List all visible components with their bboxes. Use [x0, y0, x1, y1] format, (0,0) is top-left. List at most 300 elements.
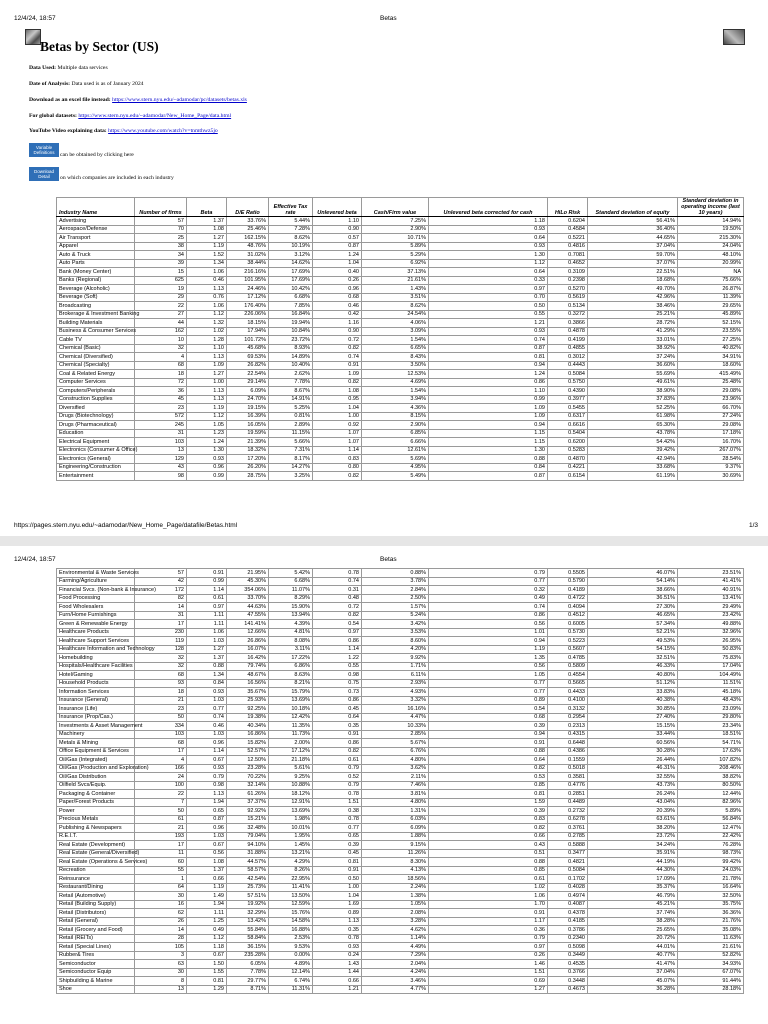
value-cell: 129 — [135, 455, 187, 464]
value-cell: 1.98% — [269, 815, 313, 824]
value-cell: 0.82 — [313, 344, 362, 353]
youtube-link[interactable]: https://www.youtube.com/watch?v=tnmthwz5jo — [108, 128, 218, 134]
value-cell: 28.54% — [678, 455, 744, 464]
value-cell: 1.21 — [313, 985, 362, 994]
value-cell: 235.28% — [227, 951, 269, 960]
value-cell: 40.80% — [588, 671, 678, 680]
value-cell: 28.72% — [588, 319, 678, 328]
value-cell: 57 — [135, 569, 187, 578]
value-cell: 17.22% — [269, 654, 313, 663]
value-cell: 16.39% — [227, 412, 269, 421]
value-cell: 0.67 — [187, 756, 227, 765]
value-cell: 40.38% — [588, 696, 678, 705]
value-cell: 3.94% — [362, 395, 429, 404]
table-row — [57, 310, 744, 319]
value-cell: 0.75 — [313, 679, 362, 688]
value-cell: 572 — [135, 412, 187, 421]
value-cell: 0.3477 — [548, 849, 588, 858]
table-row — [57, 285, 744, 294]
value-cell: 4.95% — [362, 463, 429, 472]
download-detail-text: on which companies are included in each industry — [60, 175, 174, 181]
value-cell: 45.21% — [588, 900, 678, 909]
industry-name-cell: Aerospace/Defense — [57, 225, 135, 234]
value-cell: 17.04% — [678, 662, 744, 671]
value-cell: 51.12% — [588, 679, 678, 688]
col-effective-tax-rate: Effective Tax rate — [269, 198, 313, 217]
value-cell: 0.65 — [313, 832, 362, 841]
value-cell: 0.86 — [313, 696, 362, 705]
value-cell: 32.14% — [227, 781, 269, 790]
value-cell: 11.07% — [269, 586, 313, 595]
value-cell: 0.78 — [313, 934, 362, 943]
value-cell: 44.65% — [588, 234, 678, 243]
value-cell: 1.11 — [187, 620, 227, 629]
value-cell: 66.70% — [678, 404, 744, 413]
value-cell: 1 — [135, 875, 187, 884]
industry-name-cell: Chemical (Basic) — [57, 344, 135, 353]
value-cell: 6.76% — [362, 747, 429, 756]
value-cell: 61.98% — [588, 412, 678, 421]
value-cell: 0.96 — [187, 739, 227, 748]
value-cell: 6.09% — [227, 387, 269, 396]
value-cell: 46.33% — [588, 662, 678, 671]
value-cell: 50.83% — [678, 645, 744, 654]
value-cell: 37.24% — [588, 353, 678, 362]
value-cell: 58.84% — [227, 934, 269, 943]
value-cell: 15.82% — [227, 739, 269, 748]
value-cell: 0.54 — [313, 620, 362, 629]
value-cell: 43.78% — [588, 429, 678, 438]
value-cell: 104.49% — [678, 671, 744, 680]
value-cell: 12.59% — [269, 900, 313, 909]
value-cell: 1.32 — [187, 319, 227, 328]
table-row — [57, 327, 744, 336]
value-cell: 20.72% — [588, 934, 678, 943]
value-cell: 0.6448 — [548, 739, 588, 748]
value-cell: 8.93% — [269, 344, 313, 353]
value-cell: 45 — [135, 395, 187, 404]
value-cell: 15.90% — [269, 603, 313, 612]
industry-name-cell: Auto Parts — [57, 259, 135, 268]
value-cell: 8.29% — [269, 594, 313, 603]
industry-name-cell: Chemical (Specialty) — [57, 361, 135, 370]
col-hilo-risk: HiLo Risk — [548, 198, 588, 217]
value-cell: 0.4652 — [548, 259, 588, 268]
value-cell: 49.70% — [588, 285, 678, 294]
value-cell: 34 — [135, 251, 187, 260]
value-cell: 9.37% — [678, 463, 744, 472]
download-detail-button[interactable]: Download Detail — [29, 167, 59, 181]
value-cell: 37.07% — [588, 259, 678, 268]
value-cell: 49.88% — [678, 620, 744, 629]
value-cell: 0.4816 — [548, 242, 588, 251]
value-cell: 4 — [135, 353, 187, 362]
value-cell: 40.77% — [588, 951, 678, 960]
value-cell: 44.63% — [227, 603, 269, 612]
value-cell: 1.51 — [429, 968, 548, 977]
value-cell: 38.28% — [588, 917, 678, 926]
value-cell: 16 — [135, 900, 187, 909]
value-cell: 18 — [135, 370, 187, 379]
value-cell: 24.04% — [678, 242, 744, 251]
value-cell: 11 — [135, 849, 187, 858]
value-cell: 0.5221 — [548, 234, 588, 243]
value-cell: 0.87 — [187, 815, 227, 824]
value-cell: 0.2340 — [548, 934, 588, 943]
value-cell: 17.12% — [227, 293, 269, 302]
value-cell: 69.53% — [227, 353, 269, 362]
value-cell: 38.90% — [588, 387, 678, 396]
value-cell: 57.51% — [227, 892, 269, 901]
industry-name-cell: Office Equipment & Services — [57, 747, 135, 756]
value-cell: 25.46% — [227, 225, 269, 234]
value-cell: 27.25% — [678, 336, 744, 345]
variable-definitions-button[interactable]: Variable Definitions — [29, 143, 59, 157]
industry-name-cell: Electronics (Consumer & Office) — [57, 446, 135, 455]
value-cell: 8.15% — [362, 412, 429, 421]
value-cell: 1.14 — [313, 446, 362, 455]
industry-name-cell: Insurance (Prop/Cas.) — [57, 713, 135, 722]
value-cell: 18.32% — [227, 446, 269, 455]
value-cell: 13 — [135, 446, 187, 455]
value-cell: 0.1559 — [548, 756, 588, 765]
value-cell: 0.84 — [429, 463, 548, 472]
value-cell: 0.5404 — [548, 429, 588, 438]
value-cell: 16.16% — [362, 705, 429, 714]
value-cell: 0.64 — [429, 756, 548, 765]
value-cell: 22.95% — [269, 875, 313, 884]
table-row — [57, 858, 744, 867]
value-cell: 46.07% — [588, 569, 678, 578]
value-cell: 1.51 — [313, 798, 362, 807]
value-cell: 32.96% — [678, 628, 744, 637]
value-cell: 1.06 — [429, 892, 548, 901]
value-cell: 17.63% — [678, 747, 744, 756]
value-cell: 0.88 — [429, 858, 548, 867]
value-cell: 92.25% — [227, 705, 269, 714]
value-cell: 0.48 — [313, 594, 362, 603]
value-cell: 41.47% — [588, 960, 678, 969]
value-cell: 22.42% — [678, 832, 744, 841]
value-cell: 2.53% — [269, 934, 313, 943]
value-cell: 42 — [135, 577, 187, 586]
value-cell: 1.52 — [187, 251, 227, 260]
value-cell: 1.22 — [313, 654, 362, 663]
value-cell: 0.76 — [187, 293, 227, 302]
value-cell: 0.83 — [313, 455, 362, 464]
value-cell: 0.66 — [429, 832, 548, 841]
industry-name-cell: Recreation — [57, 866, 135, 875]
value-cell: 36.28% — [588, 985, 678, 994]
value-cell: 0.6005 — [548, 620, 588, 629]
value-cell: 55 — [135, 866, 187, 875]
value-cell: 48.10% — [678, 251, 744, 260]
download-link[interactable]: https://www.stern.nyu.edu/~adamodar/pc/datasets/betas.xls — [112, 97, 247, 103]
industry-name-cell: Chemical (Diversified) — [57, 353, 135, 362]
value-cell: 14.89% — [269, 353, 313, 362]
table-row — [57, 217, 744, 226]
value-cell: 17.12% — [269, 747, 313, 756]
value-cell: 0.45 — [313, 849, 362, 858]
value-cell: 46.79% — [588, 892, 678, 901]
value-cell: 0.3272 — [548, 310, 588, 319]
table-row — [57, 251, 744, 260]
value-cell: 0.43 — [429, 841, 548, 850]
value-cell: 0.38 — [313, 807, 362, 816]
value-cell: 19 — [135, 285, 187, 294]
value-cell: 6.74% — [269, 977, 313, 986]
value-cell: 0.79 — [313, 781, 362, 790]
value-cell: 0.6154 — [548, 472, 588, 481]
table-row — [57, 361, 744, 370]
table-row — [57, 293, 744, 302]
value-cell: 0.5018 — [548, 764, 588, 773]
value-cell: 0.4189 — [548, 586, 588, 595]
value-cell: 47.55% — [227, 611, 269, 620]
value-cell: 18.60% — [678, 361, 744, 370]
value-cell: 0.82 — [429, 764, 548, 773]
value-cell: 0.4512 — [548, 611, 588, 620]
info-youtube: YouTube Video explaining data: https://www.youtube.com/watch?v=tnmthwz5jo — [29, 128, 218, 134]
industry-name-cell: Electronics (General) — [57, 455, 135, 464]
value-cell: 1.08 — [187, 858, 227, 867]
value-cell: 1.25 — [187, 917, 227, 926]
industry-name-cell: Furn/Home Furnishings — [57, 611, 135, 620]
value-cell: 21.76% — [678, 917, 744, 926]
value-cell: 57 — [135, 217, 187, 226]
value-cell: 0.5888 — [548, 841, 588, 850]
value-cell: 0.98 — [313, 671, 362, 680]
value-cell: 32.48% — [227, 824, 269, 833]
value-cell: 0.72 — [313, 603, 362, 612]
value-cell: 0.35 — [313, 926, 362, 935]
industry-name-cell: Semiconductor Equip — [57, 968, 135, 977]
value-cell: 0.61 — [313, 756, 362, 765]
table-row — [57, 875, 744, 884]
value-cell: 0.4433 — [548, 688, 588, 697]
value-cell: 3.25% — [269, 472, 313, 481]
value-cell: 68 — [135, 361, 187, 370]
print-footer-page: 1/3 — [749, 522, 759, 529]
value-cell: 26.24% — [588, 790, 678, 799]
industry-name-cell: Real Estate (General/Diversified) — [57, 849, 135, 858]
value-cell: 44.01% — [588, 943, 678, 952]
value-cell: 61 — [135, 815, 187, 824]
print-header-date-page2: 12/4/24, 18:57 — [14, 556, 56, 563]
value-cell: 0.4315 — [548, 730, 588, 739]
industry-name-cell: Oil/Gas (Production and Exploration) — [57, 764, 135, 773]
value-cell: 0.66 — [313, 977, 362, 986]
value-cell: 14 — [135, 926, 187, 935]
value-cell: 1.13 — [187, 387, 227, 396]
value-cell: 1.03 — [187, 832, 227, 841]
value-cell: 4 — [135, 756, 187, 765]
value-cell: 36.51% — [588, 594, 678, 603]
value-cell: 3.11% — [269, 645, 313, 654]
value-cell: 18 — [135, 688, 187, 697]
value-cell: 1.57% — [362, 603, 429, 612]
value-cell: 12.47% — [678, 824, 744, 833]
value-cell: 62 — [135, 909, 187, 918]
value-cell: 0.39 — [429, 807, 548, 816]
value-cell: 1.08 — [187, 225, 227, 234]
value-cell: 1.69 — [313, 900, 362, 909]
value-cell: 0.4785 — [548, 654, 588, 663]
value-cell: 43 — [135, 463, 187, 472]
value-cell: 36.60% — [588, 361, 678, 370]
value-cell: 1.18 — [429, 217, 548, 226]
industry-name-cell: Banks (Regional) — [57, 276, 135, 285]
value-cell: 0.3581 — [548, 773, 588, 782]
global-link[interactable]: https://www.stern.nyu.edu/~adamodar/New_Home_Page/data.html — [78, 113, 232, 119]
industry-name-cell: Farming/Agriculture — [57, 577, 135, 586]
value-cell: 0.2398 — [548, 276, 588, 285]
value-cell: 1.17 — [429, 917, 548, 926]
value-cell: 0.4185 — [548, 917, 588, 926]
value-cell: 0.91 — [313, 361, 362, 370]
value-cell: 0.78 — [313, 569, 362, 578]
table-row — [57, 603, 744, 612]
industry-name-cell: Restaurant/Dining — [57, 883, 135, 892]
value-cell: 19.59% — [227, 429, 269, 438]
value-cell: 0.68 — [313, 293, 362, 302]
value-cell: 35.67% — [227, 688, 269, 697]
value-cell: 93 — [135, 679, 187, 688]
value-cell: 0.86 — [429, 611, 548, 620]
value-cell: 41.29% — [588, 327, 678, 336]
value-cell: 0.94 — [429, 730, 548, 739]
industry-name-cell: Machinery — [57, 730, 135, 739]
value-cell: 23.51% — [678, 569, 744, 578]
value-cell: 40.91% — [678, 586, 744, 595]
value-cell: 1.07 — [313, 438, 362, 447]
value-cell: 0.86 — [313, 739, 362, 748]
value-cell: 166 — [135, 764, 187, 773]
value-cell: 44.57% — [227, 858, 269, 867]
value-cell: 2.24% — [362, 883, 429, 892]
value-cell: 0.46 — [313, 302, 362, 311]
value-cell: 1.05% — [362, 900, 429, 909]
value-cell: 1.14 — [187, 747, 227, 756]
value-cell: 29.65% — [678, 302, 744, 311]
value-cell: 29 — [135, 293, 187, 302]
table-row — [57, 696, 744, 705]
value-cell: 1.03 — [187, 730, 227, 739]
value-cell: 1.13 — [187, 285, 227, 294]
value-cell: 12.44% — [678, 790, 744, 799]
col-de-ratio: D/E Ratio — [227, 198, 269, 217]
value-cell: 43.04% — [588, 798, 678, 807]
info-data-used: Data Used: Multiple data services — [29, 65, 108, 71]
value-cell: 2.84% — [362, 586, 429, 595]
col-cash-firm-value: Cash/Firm value — [362, 198, 429, 217]
value-cell: 1.43% — [362, 285, 429, 294]
value-cell: 44.30% — [588, 866, 678, 875]
industry-name-cell: Paper/Forest Products — [57, 798, 135, 807]
value-cell: 38.20% — [588, 824, 678, 833]
table-row — [57, 815, 744, 824]
table-row — [57, 438, 744, 447]
value-cell: 1.30 — [187, 446, 227, 455]
value-cell: 63 — [135, 960, 187, 969]
value-cell: 15 — [135, 268, 187, 277]
value-cell: 0.93 — [429, 242, 548, 251]
value-cell: 40.82% — [678, 344, 744, 353]
value-cell: 0.40 — [313, 268, 362, 277]
value-cell: 25.73% — [227, 883, 269, 892]
value-cell: 4.24% — [362, 968, 429, 977]
industry-name-cell: Apparel — [57, 242, 135, 251]
table-row — [57, 824, 744, 833]
value-cell: 11.35% — [269, 722, 313, 731]
col-unlevered-beta-cash: Unlevered beta corrected for cash — [429, 198, 548, 217]
value-cell: 35.91% — [588, 849, 678, 858]
value-cell: 0.85 — [429, 866, 548, 875]
table-row — [57, 705, 744, 714]
value-cell: 1.34 — [187, 671, 227, 680]
value-cell: 1.12 — [187, 934, 227, 943]
value-cell: 208.46% — [678, 764, 744, 773]
industry-name-cell: Diversified — [57, 404, 135, 413]
value-cell: 10.33% — [362, 722, 429, 731]
value-cell: 2.90% — [362, 225, 429, 234]
value-cell: 0.88 — [429, 455, 548, 464]
value-cell: 0.57 — [313, 234, 362, 243]
value-cell: 28.75% — [227, 472, 269, 481]
value-cell: 12.14% — [269, 968, 313, 977]
table-row — [57, 395, 744, 404]
value-cell: 2.89% — [269, 421, 313, 430]
value-cell: 1.14% — [362, 934, 429, 943]
value-cell: 0.90 — [313, 327, 362, 336]
value-cell: 0.5134 — [548, 302, 588, 311]
value-cell: 33.68% — [588, 463, 678, 472]
value-cell: 24.46% — [227, 285, 269, 294]
value-cell: 1.05 — [429, 671, 548, 680]
value-cell: 52.25% — [588, 404, 678, 413]
value-cell: 0.2732 — [548, 807, 588, 816]
value-cell: 103 — [135, 438, 187, 447]
value-cell: 0.00% — [269, 951, 313, 960]
value-cell: 0.5809 — [548, 662, 588, 671]
value-cell: 70.22% — [227, 773, 269, 782]
table-row — [57, 926, 744, 935]
value-cell: 19.94% — [269, 319, 313, 328]
value-cell: 0.93 — [429, 327, 548, 336]
value-cell: 1.46 — [429, 960, 548, 969]
value-cell: 26.44% — [588, 756, 678, 765]
value-cell: 1.14 — [313, 645, 362, 654]
value-cell: 18.68% — [588, 276, 678, 285]
value-cell: 26.86% — [227, 637, 269, 646]
industry-name-cell: Food Processing — [57, 594, 135, 603]
value-cell: 24.54% — [362, 310, 429, 319]
value-cell: 24 — [135, 773, 187, 782]
value-cell: 1.43 — [313, 960, 362, 969]
value-cell: 1.13 — [313, 917, 362, 926]
value-cell: 1.28 — [187, 336, 227, 345]
value-cell: 54.14% — [588, 577, 678, 586]
industry-name-cell: Advertising — [57, 217, 135, 226]
value-cell: 3.50% — [362, 361, 429, 370]
value-cell: 0.5750 — [548, 378, 588, 387]
betas-table-page2 — [56, 568, 744, 994]
value-cell: 0.4443 — [548, 361, 588, 370]
value-cell: 0.78 — [313, 790, 362, 799]
value-cell: 4.62% — [362, 926, 429, 935]
value-cell: 22 — [135, 790, 187, 799]
table-row — [57, 378, 744, 387]
